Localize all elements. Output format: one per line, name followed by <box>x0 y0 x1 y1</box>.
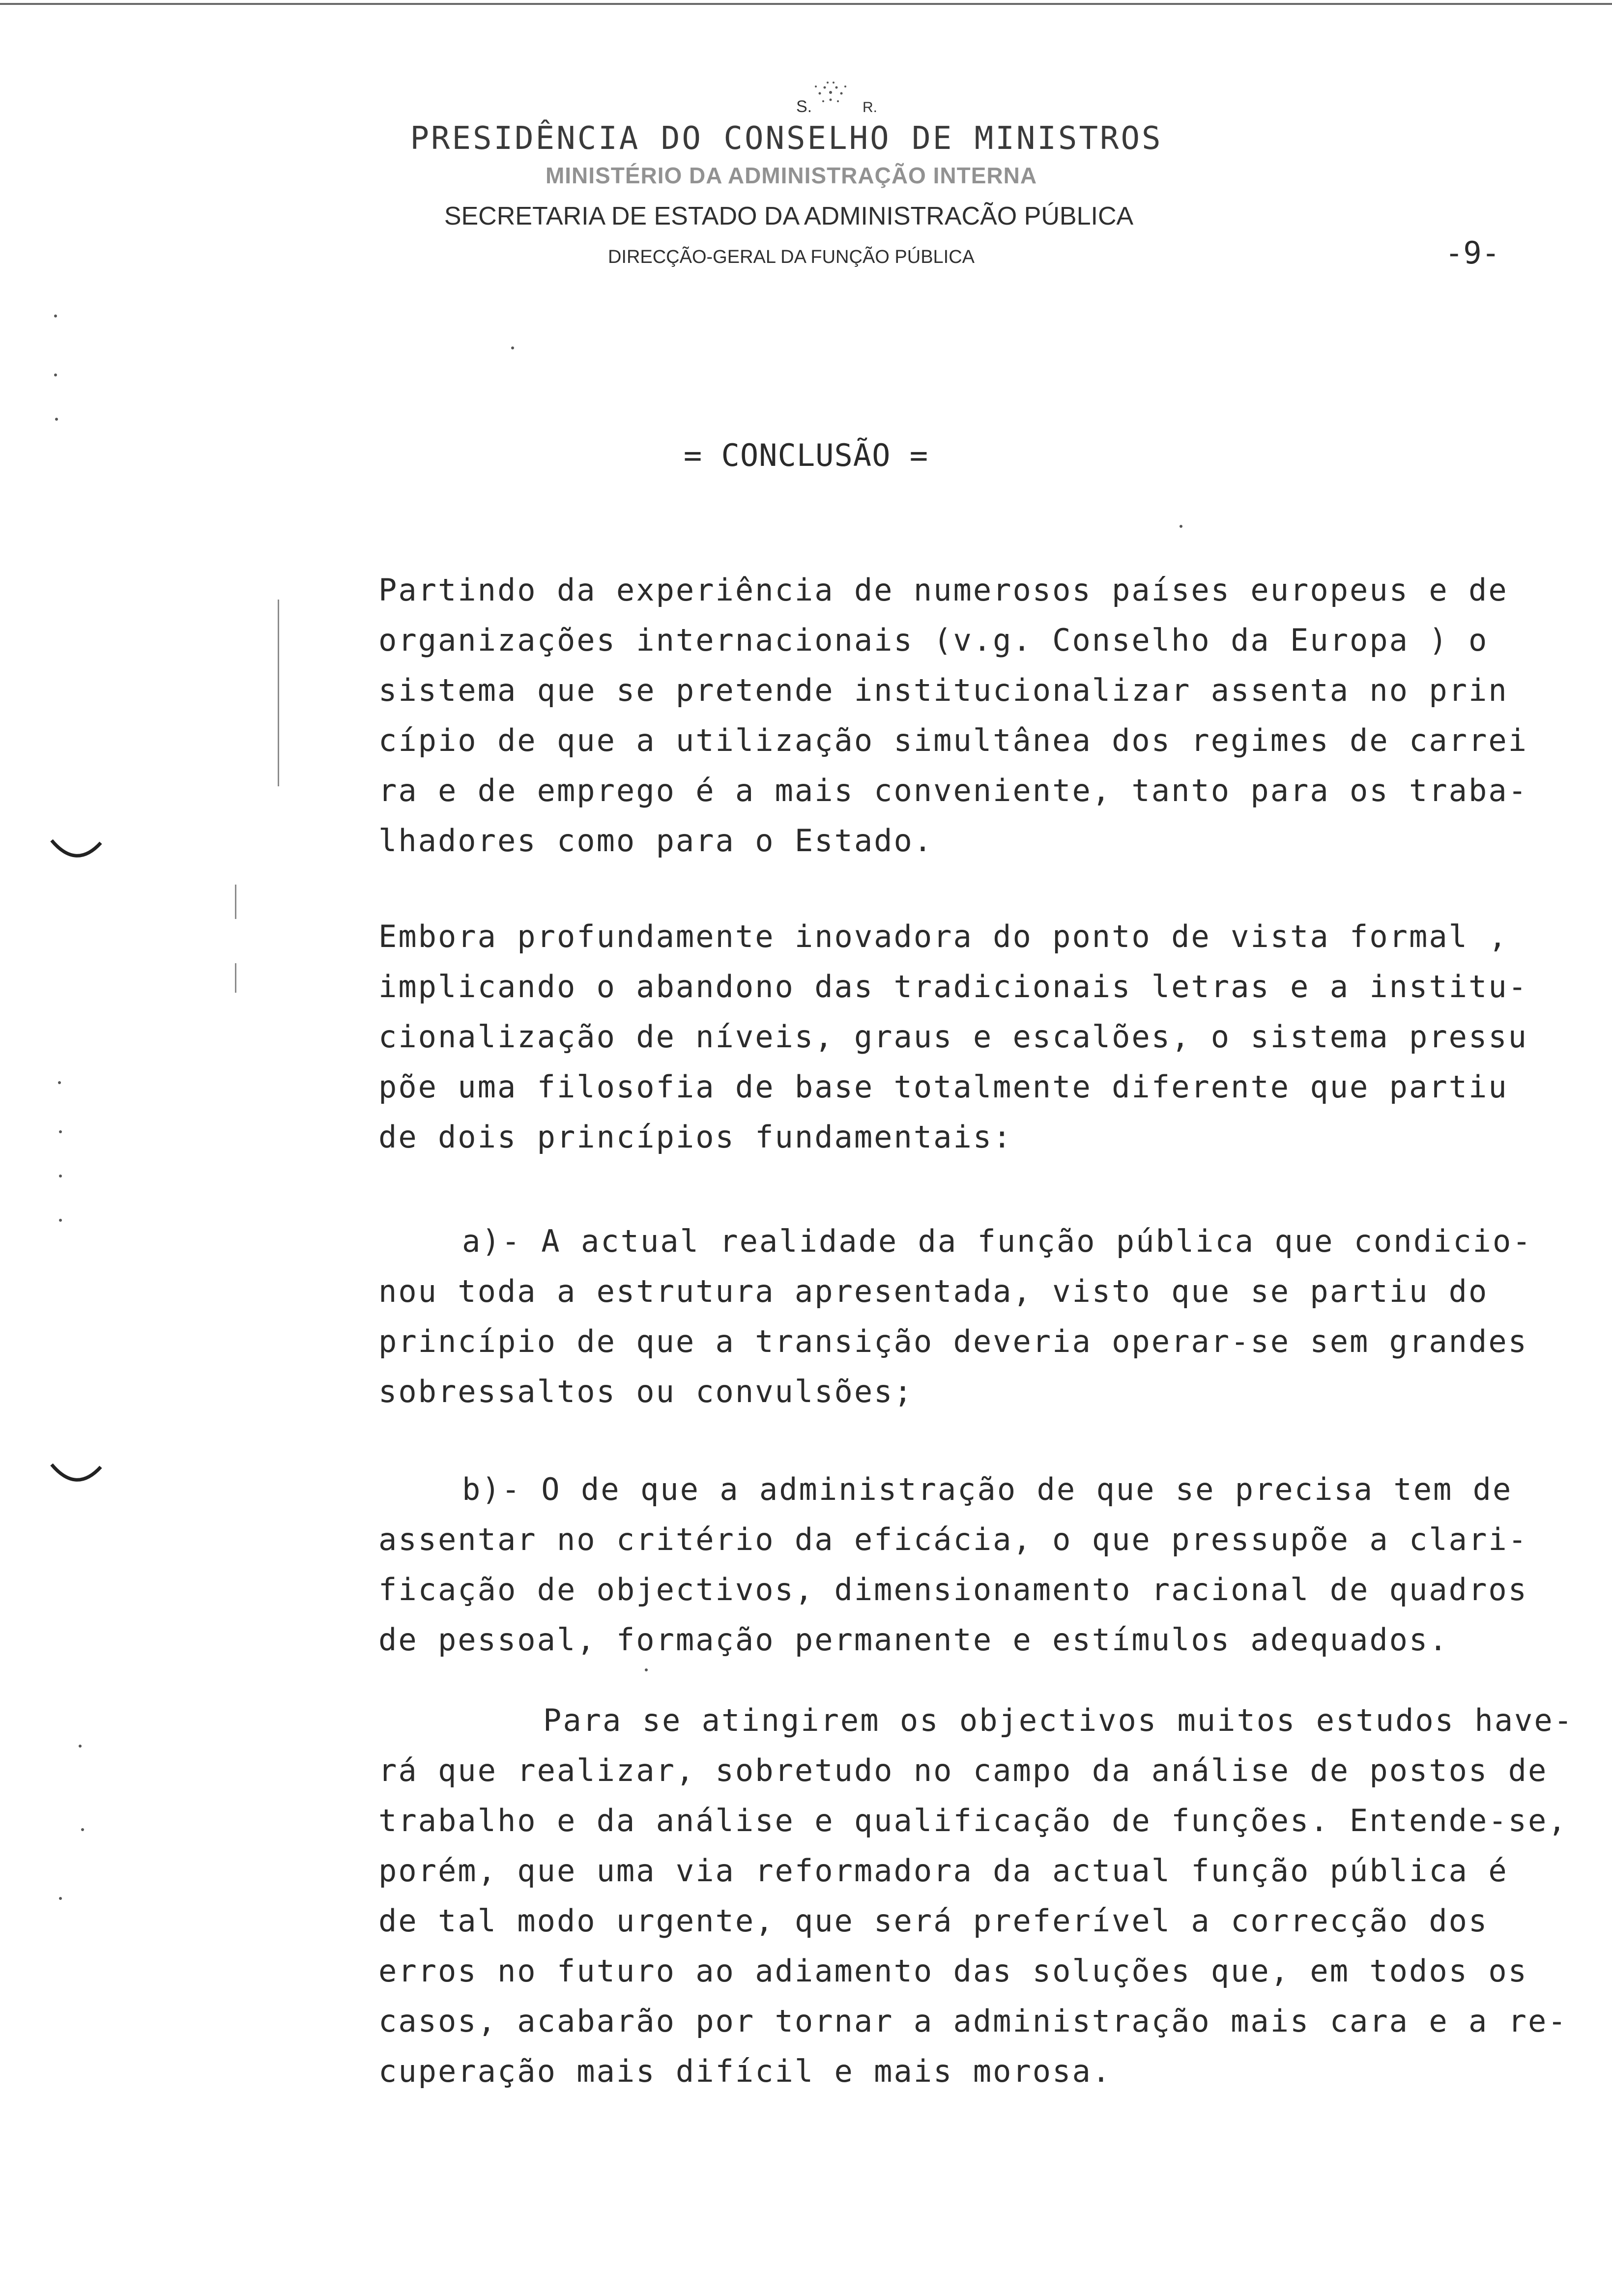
scan-speck <box>58 1081 61 1084</box>
margin-rule <box>235 885 236 919</box>
text-line: Partindo da experiência de numerosos países europeus e de <box>378 572 1508 608</box>
header-presidencia: PRESIDÊNCIA DO CONSELHO DE MINISTROS <box>410 120 1163 157</box>
text-line: de dois princípios fundamentais: <box>378 1119 1013 1155</box>
text-line: porém, que uma via reformadora da actual função pública é <box>378 1853 1508 1889</box>
paragraph-5 <box>378 1695 1574 2096</box>
page-number: -9- <box>1445 235 1500 271</box>
text-line: sobressaltos ou convulsões; <box>378 1374 914 1409</box>
text-line: trabalho e da análise e qualificação de funções. Entende-se, <box>378 1803 1568 1838</box>
text-line: princípio de que a transição deveria operar-se sem grandes <box>378 1323 1528 1359</box>
paragraph-2 <box>378 912 1528 1162</box>
scan-speck <box>55 418 58 421</box>
svg-text:R.: R. <box>863 99 877 115</box>
text-line: Embora profundamente inovadora do ponto de vista formal , <box>378 918 1508 954</box>
scan-speck <box>59 1219 62 1222</box>
scan-speck <box>59 1130 62 1133</box>
margin-rule <box>235 963 236 993</box>
section-title-conclusao: = CONCLUSÃO = <box>683 437 929 473</box>
text-line: b)- O de que a administração de que se precisa tem de <box>462 1471 1513 1507</box>
scan-speck <box>645 1668 648 1671</box>
header-ministerio: MINISTÉRIO DA ADMINISTRAÇÃO INTERNA <box>545 163 1037 188</box>
text-line: põe uma filosofia de base totalmente diferente que partiu <box>378 1069 1508 1105</box>
text-line: cuperação mais difícil e mais morosa. <box>378 2053 1112 2089</box>
paragraph-item-b <box>378 1464 1528 1665</box>
text-line: sistema que se pretende institucionalizar assenta no prin <box>378 672 1508 708</box>
text-line: cípio de que a utilização simultânea dos regimes de carrei <box>378 722 1528 758</box>
seal-emblem-icon <box>767 73 894 127</box>
binder-mark-icon <box>49 835 103 870</box>
text-line: organizações internacionais (v.g. Conselho da Europa ) o <box>378 622 1489 658</box>
text-line: de pessoal, formação permanente e estímulos adequados. <box>378 1622 1449 1658</box>
text-line: erros no futuro ao adiamento das soluções que, em todos os <box>378 1953 1528 1989</box>
text-line: ra e de emprego é a mais conveniente, tanto para os traba- <box>378 773 1528 808</box>
seal-initial-s: S. <box>796 97 812 116</box>
paragraph-1 <box>378 565 1528 866</box>
text-line: a)- A actual realidade da função pública que condicio- <box>462 1223 1532 1259</box>
text-line: lhadores como para o Estado. <box>378 823 934 859</box>
text-line: ficação de objectivos, dimensionamento racional de quadros <box>378 1572 1528 1607</box>
text-line: casos, acabarão por tornar a administração mais cara e a re- <box>378 2003 1568 2039</box>
text-line: rá que realizar, sobretudo no campo da análise de postos de <box>378 1752 1548 1788</box>
scan-speck <box>511 346 514 349</box>
scan-speck <box>59 1897 62 1900</box>
paragraph-item-a <box>378 1216 1532 1417</box>
text-line: cionalização de níveis, graus e escalões, o sistema pressu <box>378 1019 1528 1055</box>
top-border-rule <box>0 3 1612 5</box>
text-line: Para se atingirem os objectivos muitos estudos have- <box>543 1702 1574 1738</box>
header-secretaria: SECRETARIA DE ESTADO DA ADMINISTRACÃO PÚBLICA <box>444 202 1134 230</box>
binder-mark-icon <box>49 1460 103 1494</box>
text-line: nou toda a estrutura apresentada, visto que se partiu do <box>378 1273 1489 1309</box>
text-line: de tal modo urgente, que será preferível a correcção dos <box>378 1903 1489 1939</box>
text-line: implicando o abandono das tradicionais letras e a institu- <box>378 969 1528 1004</box>
scan-speck <box>59 1175 62 1177</box>
scan-speck <box>54 373 57 376</box>
text-line: assentar no critério da eficácia, o que pressupõe a clari- <box>378 1521 1528 1557</box>
scan-speck <box>1180 525 1182 528</box>
header-direccao-geral: DIRECÇÃO-GERAL DA FUNÇÃO PÚBLICA <box>607 247 975 267</box>
scan-speck <box>79 1745 82 1748</box>
scan-speck <box>54 315 57 317</box>
margin-rule <box>278 600 279 786</box>
scan-speck <box>81 1828 84 1831</box>
